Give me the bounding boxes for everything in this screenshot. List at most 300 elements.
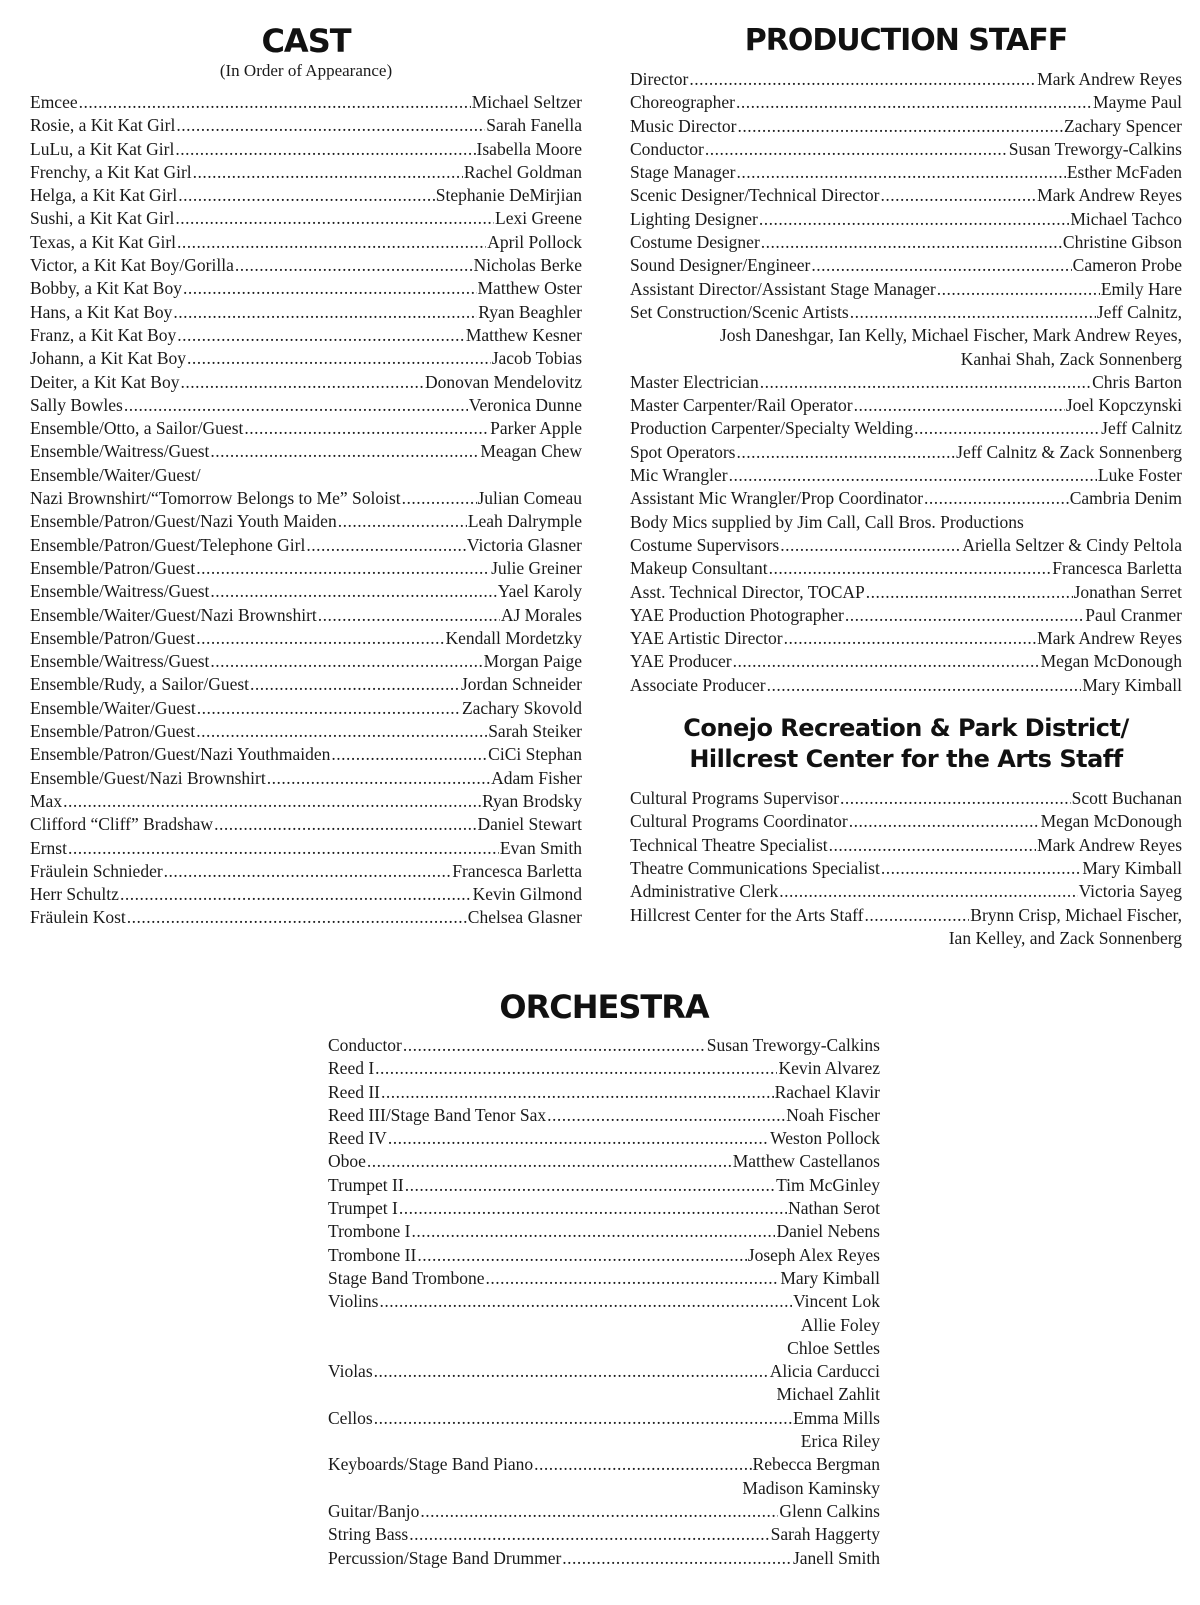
- dot-leader: [379, 1290, 792, 1313]
- dot-leader: [214, 813, 476, 836]
- credit-row: [630, 581, 1182, 604]
- dot-leader: [306, 534, 466, 557]
- credit-role: Cultural Programs Supervisor: [630, 788, 840, 809]
- credit-row: [30, 207, 582, 230]
- dot-leader: [417, 1244, 746, 1267]
- credit-role: Ensemble/Rudy, a Sailor/Guest: [30, 674, 250, 695]
- credit-role: Ensemble/Waiter/Guest/: [30, 464, 201, 485]
- dot-leader: [689, 68, 1036, 91]
- credit-role: Rosie, a Kit Kat Girl: [30, 115, 176, 136]
- dot-leader: [733, 650, 1040, 673]
- credit-name: Cameron Probe: [1072, 255, 1182, 276]
- credit-row: [630, 880, 1182, 903]
- credit-name: Isabella Moore: [476, 138, 582, 159]
- credit-name: Susan Treworgy-Calkins: [706, 1035, 880, 1055]
- credit-name: Mayme Paul: [1093, 92, 1182, 113]
- credit-role: Johann, a Kit Kat Boy: [30, 348, 187, 369]
- credit-row: [630, 534, 1182, 557]
- credit-name: Mark Andrew Reyes: [1037, 185, 1182, 206]
- credit-row: [328, 1127, 880, 1150]
- credit-role: Deiter, a Kit Kat Boy: [30, 371, 180, 392]
- credit-name: Mark Andrew Reyes: [1037, 834, 1182, 855]
- credit-name: Zachary Spencer: [1063, 115, 1182, 136]
- credit-name: Meagan Chew: [480, 441, 582, 462]
- credit-role: Fräulein Schnieder: [30, 860, 163, 881]
- credit-name: Ariella Seltzer & Cindy Peltola: [962, 534, 1182, 555]
- credit-role: Emcee: [30, 92, 78, 112]
- credit-name: Mark Andrew Reyes: [1037, 628, 1182, 649]
- credit-name: Parker Apple: [490, 418, 582, 439]
- credit-row: [328, 1290, 880, 1313]
- credit-name: Victoria Glasner: [466, 534, 582, 555]
- credit-role: Trumpet II: [328, 1174, 404, 1195]
- dot-leader: [760, 371, 1091, 394]
- dot-leader: [486, 1267, 780, 1290]
- credit-role: Reed I: [328, 1058, 375, 1079]
- credit-role: Director: [630, 69, 689, 89]
- credit-name: Sarah Haggerty: [770, 1524, 880, 1545]
- dot-leader: [705, 138, 1008, 161]
- credit-name: Rachael Klavir: [774, 1081, 880, 1102]
- credit-role: Mic Wrangler: [630, 465, 728, 486]
- dot-leader: [388, 1127, 769, 1150]
- credit-row: [630, 91, 1182, 114]
- credit-name: CiCi Stephan: [488, 744, 582, 765]
- credit-name: Noah Fischer: [786, 1104, 880, 1125]
- credit-row: [30, 417, 582, 440]
- credit-role: Trombone I: [328, 1221, 411, 1242]
- dot-leader: [845, 604, 1084, 627]
- credit-role: Ensemble/Waiter/Guest: [30, 697, 196, 718]
- credit-name: Megan McDonough: [1040, 651, 1182, 672]
- dot-leader: [761, 231, 1062, 254]
- credit-name: Mark Andrew Reyes: [1037, 69, 1182, 89]
- credit-role: Ernst: [30, 837, 67, 858]
- credit-row: [328, 1104, 880, 1127]
- credit-role: Max: [30, 790, 63, 811]
- credit-name: Nicholas Berke: [473, 255, 582, 276]
- credit-name: Michael Seltzer: [471, 92, 582, 112]
- credit-name: April Pollock: [487, 231, 582, 252]
- credit-row: [328, 1453, 880, 1476]
- credit-row: [630, 184, 1182, 207]
- credit-role: Stage Band Trombone: [328, 1267, 485, 1288]
- orchestra-section: [328, 988, 880, 1570]
- dot-leader: [403, 1034, 706, 1057]
- orchestra-list: [328, 1034, 880, 1570]
- credit-row: [630, 115, 1182, 138]
- dot-leader: [180, 371, 424, 394]
- credit-role: Costume Supervisors: [630, 534, 780, 555]
- credit-role: Master Carpenter/Rail Operator: [630, 395, 853, 416]
- credit-name: Paul Cranmer: [1085, 604, 1182, 625]
- dot-leader: [164, 860, 452, 883]
- credit-role: Sally Bowles: [30, 394, 123, 415]
- credit-role: YAE Producer: [630, 651, 732, 672]
- credit-role: Ensemble/Guest/Nazi Brownshirt: [30, 767, 266, 788]
- credit-role: String Bass: [328, 1524, 409, 1545]
- dot-leader: [196, 557, 490, 580]
- credit-row: [30, 184, 582, 207]
- dot-leader: [864, 904, 969, 927]
- credit-name: Joseph Alex Reyes: [747, 1244, 880, 1265]
- credit-name: Zachary Skovold: [461, 697, 582, 718]
- district-staff-list: [630, 787, 1182, 950]
- credit-name: Susan Treworgy-Calkins: [1008, 138, 1182, 159]
- credit-name: Joel Kopczynski: [1065, 395, 1182, 416]
- credit-role: Hans, a Kit Kat Boy: [30, 301, 173, 322]
- credit-row: [30, 464, 582, 487]
- dot-leader: [244, 417, 489, 440]
- dot-leader: [178, 184, 434, 207]
- credit-name: Victoria Sayeg: [1078, 881, 1182, 902]
- dot-leader: [924, 487, 1069, 510]
- credit-name: Matthew Kesner: [465, 324, 582, 345]
- dot-leader: [120, 883, 472, 906]
- credit-name: Chris Barton: [1092, 371, 1182, 392]
- dot-leader: [331, 743, 487, 766]
- credit-role: Nazi Brownshirt/“Tomorrow Belongs to Me” Soloist: [30, 488, 401, 509]
- credit-row: [30, 580, 582, 603]
- credit-role: Frenchy, a Kit Kat Girl: [30, 161, 192, 182]
- credit-role: Music Director: [630, 115, 737, 136]
- credit-row: [30, 277, 582, 300]
- credit-name: Scott Buchanan: [1071, 788, 1182, 809]
- credit-name: Nathan Serot: [788, 1198, 880, 1219]
- credit-role: Production Carpenter/Specialty Welding: [630, 418, 914, 439]
- credit-name: Kevin Alvarez: [778, 1058, 880, 1079]
- dot-leader: [402, 487, 477, 510]
- dot-leader: [183, 277, 477, 300]
- credit-name: Sarah Fanella: [486, 115, 582, 136]
- credit-role: Victor, a Kit Kat Boy/Gorilla: [30, 255, 234, 276]
- credit-name: Jordan Schneider: [460, 674, 582, 695]
- credit-row: [630, 787, 1182, 810]
- credit-role: Fräulein Kost: [30, 907, 126, 928]
- dot-leader: [338, 510, 467, 533]
- credit-name: Weston Pollock: [770, 1128, 880, 1149]
- credit-row: [30, 860, 582, 883]
- credit-role: Ensemble/Waitress/Guest: [30, 581, 210, 602]
- credit-name: Brynn Crisp, Michael Fischer,: [970, 904, 1182, 925]
- credit-name: Stephanie DeMirjian: [435, 185, 582, 206]
- credit-role: Assistant Mic Wrangler/Prop Coordinator: [630, 488, 924, 509]
- staff-column: [630, 22, 1182, 950]
- credit-continuation: Madison Kaminsky: [742, 1477, 880, 1498]
- dot-leader: [399, 1197, 787, 1220]
- dot-leader: [736, 161, 1065, 184]
- credit-role: Trombone II: [328, 1244, 417, 1265]
- dot-leader: [409, 1523, 769, 1546]
- credit-name: Adam Fisher: [491, 767, 582, 788]
- credit-row: [328, 1197, 880, 1220]
- credit-name: Rachel Goldman: [463, 161, 582, 182]
- credit-role: Herr Schultz: [30, 884, 119, 905]
- credit-row: [30, 883, 582, 906]
- credit-name: Vincent Lok: [793, 1291, 880, 1312]
- credit-name: Donovan Mendelovitz: [425, 371, 582, 392]
- dot-leader: [210, 580, 496, 603]
- dot-leader: [849, 810, 1040, 833]
- credit-name: Ryan Brodsky: [482, 790, 582, 811]
- credit-row: [30, 813, 582, 836]
- credit-role: Costume Designer: [630, 232, 760, 253]
- credit-row: [630, 904, 1182, 927]
- credit-name: Emma Mills: [792, 1407, 880, 1428]
- credit-continuation: Chloe Settles: [787, 1337, 880, 1358]
- credit-row: [30, 906, 582, 929]
- credit-continuation: Kanhai Shah, Zack Sonnenberg: [960, 348, 1182, 369]
- credit-role: Ensemble/Otto, a Sailor/Guest: [30, 418, 244, 439]
- credit-name: Esther McFaden: [1066, 162, 1182, 183]
- credit-role: Ensemble/Waitress/Guest: [30, 441, 210, 462]
- dot-leader: [767, 674, 1082, 697]
- credit-role: Guitar/Banjo: [328, 1500, 420, 1521]
- credit-role: Makeup Consultant: [630, 558, 768, 579]
- dot-leader: [176, 114, 485, 137]
- credit-row: [30, 161, 582, 184]
- credit-name: Yael Karoly: [497, 581, 582, 602]
- dot-leader: [784, 627, 1037, 650]
- credit-row: [630, 441, 1182, 464]
- credit-role: Clifford “Cliff” Bradshaw: [30, 814, 214, 835]
- credit-continuation: Allie Foley: [800, 1314, 880, 1335]
- credit-row: [630, 810, 1182, 833]
- credit-row: [30, 673, 582, 696]
- credit-row: [630, 487, 1182, 510]
- credit-row: [30, 604, 582, 627]
- credit-row: [30, 557, 582, 580]
- dot-leader: [811, 254, 1071, 277]
- credit-row: [328, 1500, 880, 1523]
- credit-name: Francesca Barletta: [1052, 558, 1182, 579]
- credit-row: [630, 231, 1182, 254]
- credit-row: [328, 1407, 880, 1430]
- dot-leader: [68, 837, 499, 860]
- credit-role: Texas, a Kit Kat Girl: [30, 231, 177, 252]
- credit-name: Rebecca Bergman: [752, 1454, 880, 1475]
- credit-role: Ensemble/Patron/Guest/Telephone Girl: [30, 534, 306, 555]
- credit-row: [630, 557, 1182, 580]
- credit-role: Ensemble/Waitress/Guest: [30, 651, 210, 672]
- dot-leader: [210, 650, 482, 673]
- credit-name: Mary Kimball: [780, 1267, 880, 1288]
- dot-leader: [736, 441, 955, 464]
- dot-leader: [769, 557, 1052, 580]
- credit-role: Sound Designer/Engineer: [630, 255, 811, 276]
- cast-title: CAST: [261, 22, 351, 60]
- credit-role: Technical Theatre Specialist: [630, 834, 828, 855]
- credit-name: Alicia Carducci: [769, 1361, 880, 1382]
- dot-leader: [175, 207, 494, 230]
- dot-leader: [411, 1220, 775, 1243]
- credit-role: Assistant Director/Assistant Stage Manager: [630, 278, 936, 299]
- credit-row: [30, 324, 582, 347]
- credit-name: Evan Smith: [499, 837, 582, 858]
- dot-leader: [187, 347, 491, 370]
- credit-name: Michael Tachco: [1070, 208, 1182, 229]
- dot-leader: [914, 417, 1100, 440]
- dot-leader: [196, 720, 487, 743]
- dot-leader: [177, 231, 486, 254]
- credit-name: Jacob Tobias: [491, 348, 582, 369]
- credit-role: Scenic Designer/Technical Director: [630, 185, 880, 206]
- credit-role: Bobby, a Kit Kat Boy: [30, 278, 182, 299]
- credit-row: [30, 743, 582, 766]
- credit-row: [630, 674, 1182, 697]
- dot-leader: [854, 394, 1065, 417]
- dot-leader: [367, 1150, 732, 1173]
- credit-row: [30, 534, 582, 557]
- credit-row: [630, 138, 1182, 161]
- credit-role: Ensemble/Patron/Guest: [30, 627, 196, 648]
- dot-leader: [562, 1547, 792, 1570]
- credit-role: Administrative Clerk: [630, 881, 779, 902]
- credit-name: Christine Gibson: [1062, 232, 1182, 253]
- credit-role: Hillcrest Center for the Arts Staff: [630, 904, 864, 925]
- credit-row: [630, 627, 1182, 650]
- credit-row: [328, 1220, 880, 1243]
- credit-name: Lexi Greene: [495, 208, 582, 229]
- credit-role: Keyboards/Stage Band Piano: [328, 1454, 534, 1475]
- credit-role: Reed IV: [328, 1128, 387, 1149]
- credit-name: Daniel Stewart: [477, 814, 582, 835]
- credit-row: [328, 1360, 880, 1383]
- credit-row: [630, 254, 1182, 277]
- credit-row: [630, 278, 1182, 301]
- production-staff-list: [630, 68, 1182, 697]
- credit-role: Ensemble/Patron/Guest/Nazi Youth Maiden: [30, 511, 337, 532]
- credit-role: Trumpet I: [328, 1198, 398, 1219]
- credit-role: Reed III/Stage Band Tenor Sax: [328, 1104, 547, 1125]
- dot-leader: [420, 1500, 778, 1523]
- dot-leader: [193, 161, 463, 184]
- credit-role: Theatre Communications Specialist: [630, 857, 880, 878]
- credit-row: [630, 857, 1182, 880]
- dot-leader: [840, 787, 1071, 810]
- credit-role: Cultural Programs Coordinator: [630, 811, 848, 832]
- credit-name: Mary Kimball: [1082, 857, 1182, 878]
- credit-name: Ryan Beaghler: [478, 301, 582, 322]
- dot-leader: [547, 1104, 785, 1127]
- dot-leader: [937, 278, 1100, 301]
- credit-name: Tim McGinley: [776, 1174, 880, 1195]
- dot-leader: [881, 857, 1082, 880]
- credit-role: Associate Producer: [630, 674, 766, 695]
- credit-role: Cellos: [328, 1407, 373, 1428]
- district-title-line2: Hillcrest Center for the Arts Staff: [689, 745, 1123, 774]
- credit-note: Body Mics supplied by Jim Call, Call Bros. Productions: [630, 511, 1024, 532]
- credit-role: Set Construction/Scenic Artists: [630, 301, 849, 322]
- dot-leader: [318, 604, 500, 627]
- credit-continuation: Michael Zahlit: [776, 1384, 880, 1405]
- credit-row: [630, 604, 1182, 627]
- credit-row: [30, 394, 582, 417]
- credit-name: AJ Morales: [500, 604, 582, 625]
- dot-leader: [177, 324, 465, 347]
- credit-role: YAE Artistic Director: [630, 628, 783, 649]
- dot-leader: [759, 208, 1070, 231]
- credit-name: Julie Greiner: [491, 557, 582, 578]
- credit-role: Reed II: [328, 1081, 380, 1102]
- district-title-line1: Conejo Recreation & Park District/: [683, 714, 1129, 743]
- credit-name: Jeff Calnitz & Zack Sonnenberg: [956, 441, 1182, 462]
- dot-leader: [79, 91, 471, 114]
- credit-row: [630, 208, 1182, 231]
- credit-row: [30, 114, 582, 137]
- credit-role: Ensemble/Waiter/Guest/Nazi Brownshirt: [30, 604, 317, 625]
- dot-leader: [267, 767, 490, 790]
- dot-leader: [736, 91, 1092, 114]
- district-staff-heading: [630, 713, 1182, 775]
- credit-row: [30, 510, 582, 533]
- credit-row: [328, 1174, 880, 1197]
- credit-name: Jeff Calnitz: [1101, 418, 1182, 439]
- credit-name: Kendall Mordetzky: [445, 627, 582, 648]
- credit-role: Oboe: [328, 1151, 366, 1172]
- credit-name: Megan McDonough: [1040, 811, 1182, 832]
- credit-name: Matthew Oster: [477, 278, 582, 299]
- credit-role: YAE Production Photographer: [630, 604, 844, 625]
- credit-name: Veronica Dunne: [468, 394, 582, 415]
- credit-name: Julian Comeau: [477, 488, 582, 509]
- credit-row: [30, 91, 582, 114]
- credit-name: Matthew Castellanos: [732, 1151, 880, 1172]
- credit-row: [630, 650, 1182, 673]
- dot-leader: [850, 301, 1096, 324]
- dot-leader: [381, 1081, 774, 1104]
- dot-leader: [197, 697, 461, 720]
- credit-name: Glenn Calkins: [779, 1500, 880, 1521]
- credit-continuation: Erica Riley: [800, 1431, 880, 1452]
- credit-role: Choreographer: [630, 92, 735, 113]
- dot-leader: [63, 790, 481, 813]
- dot-leader: [250, 673, 460, 696]
- credit-row: [30, 790, 582, 813]
- credit-role: Conductor: [328, 1035, 402, 1055]
- credit-name: Daniel Nebens: [776, 1221, 880, 1242]
- cast-section: [30, 22, 582, 930]
- credit-row: [30, 231, 582, 254]
- production-staff-title: PRODUCTION STAFF: [744, 23, 1068, 58]
- credit-row: [630, 68, 1182, 91]
- credit-role: Ensemble/Patron/Guest: [30, 721, 196, 742]
- credit-row: [30, 301, 582, 324]
- credit-row: [30, 487, 582, 510]
- credit-row: [630, 834, 1182, 857]
- credit-name: Luke Foster: [1097, 465, 1182, 486]
- credit-name: Morgan Paige: [483, 651, 582, 672]
- orchestra-title: ORCHESTRA: [499, 988, 709, 1026]
- cast-subtitle: (In Order of Appearance): [219, 61, 393, 80]
- credit-name: Chelsea Glasner: [467, 907, 582, 928]
- dot-leader: [175, 138, 475, 161]
- credit-name: Jonathan Serret: [1073, 581, 1182, 602]
- dot-leader: [866, 581, 1073, 604]
- credit-role: Percussion/Stage Band Drummer: [328, 1547, 562, 1568]
- credit-role: Helga, a Kit Kat Girl: [30, 185, 178, 206]
- credit-row: [328, 1523, 880, 1546]
- credit-name: Kevin Gilmond: [472, 884, 582, 905]
- dot-leader: [729, 464, 1097, 487]
- credit-row: [630, 301, 1182, 324]
- credit-row: [30, 627, 582, 650]
- credit-row: [630, 394, 1182, 417]
- credit-role: Franz, a Kit Kat Boy: [30, 324, 177, 345]
- credit-row: [328, 1267, 880, 1290]
- credit-row: [630, 371, 1182, 394]
- dot-leader: [210, 440, 479, 463]
